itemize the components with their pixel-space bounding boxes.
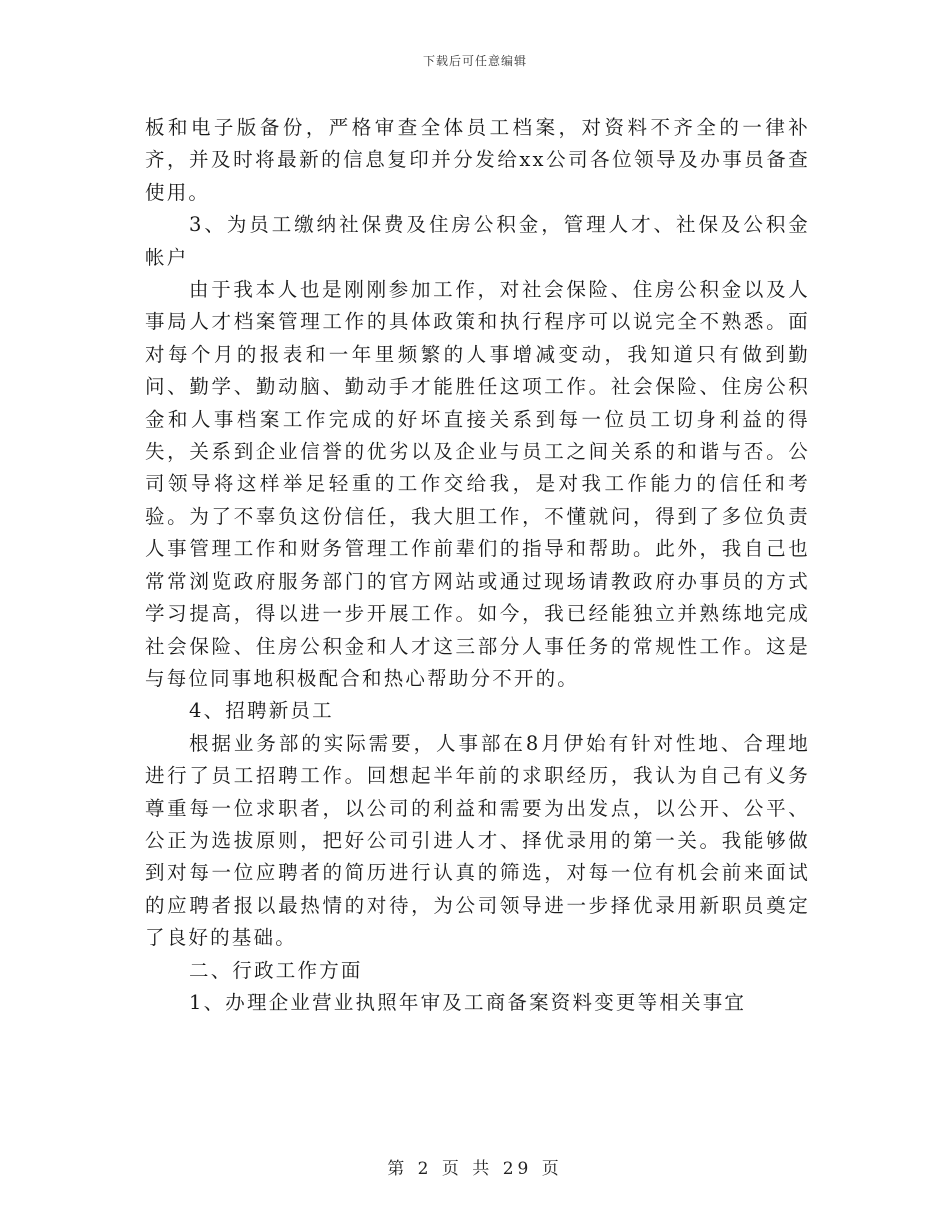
paragraph-5: 根据业务部的实际需要，人事部在8月伊始有针对性地、合理地进行了员工招聘工作。回想起半年前的求职经历，我认为自己有义务尊重每一位求职者，以公司的利益和需要为出发点，以公开、公平、公正为选拔原则，把好公司引进人才、择优录用的第一关。我能够做到对每一位应聘者的简历进行认真的筛选，对每一位有机会前来面试的应聘者报以最热情的对待，为公司领导进一步择优录用新职员奠定了良好的基础。 [145,731,810,950]
page-header: 下载后可任意编辑 [422,54,527,68]
paragraph-2: 3、为员工缴纳社保费及住房公积金，管理人才、社保及公积金帐户 [145,213,810,269]
paragraph-1: 板和电子版备份，严格审查全体员工档案，对资料不齐全的一律补齐，并及时将最新的信息复印并分发给xx公司各位领导及办事员备查使用。 [145,116,810,204]
document-body [145,112,810,1019]
paragraph-3: 由于我本人也是刚刚参加工作，对社会保险、住房公积金以及人事局人才档案管理工作的具体政策和执行程序可以说完全不熟悉。面对每个月的报表和一年里频繁的人事增减变动，我知道只有做到勤问、勤学、勤动脑、勤动手才能胜任这项工作。社会保险、住房公积金和人事档案工作完成的好坏直接关系到每一位员工切身利益的得失，关系到企业信誉的优劣以及企业与员工之间关系的和谐与否。公司领导将这样举足轻重的工作交给我，是对我工作能力的信任和考验。为了不辜负这份信任，我大胆工作，不懂就问，得到了多位负责人事管理工作和财务管理工作前辈们的指导和帮助。此外，我自己也常常浏览政府服务部门的官方网站或通过现场请教政府办事员的方式学习提高，得以进一步开展工作。如今，我已经能独立并熟练地完成社会保险、住房公积金和人才这三部分人事任务的常规性工作。这是与每位同事地积极配合和热心帮助分不开的。 [145,278,810,690]
paragraph-7: 1、办理企业营业执照年审及工商备案资料变更等相关事宜 [189,990,747,1014]
paragraph-4: 4、招聘新员工 [189,699,334,723]
page-footer: 第 2 页 共 29 页 [387,1159,563,1179]
paragraph-6: 二、行政工作方面 [189,958,363,982]
